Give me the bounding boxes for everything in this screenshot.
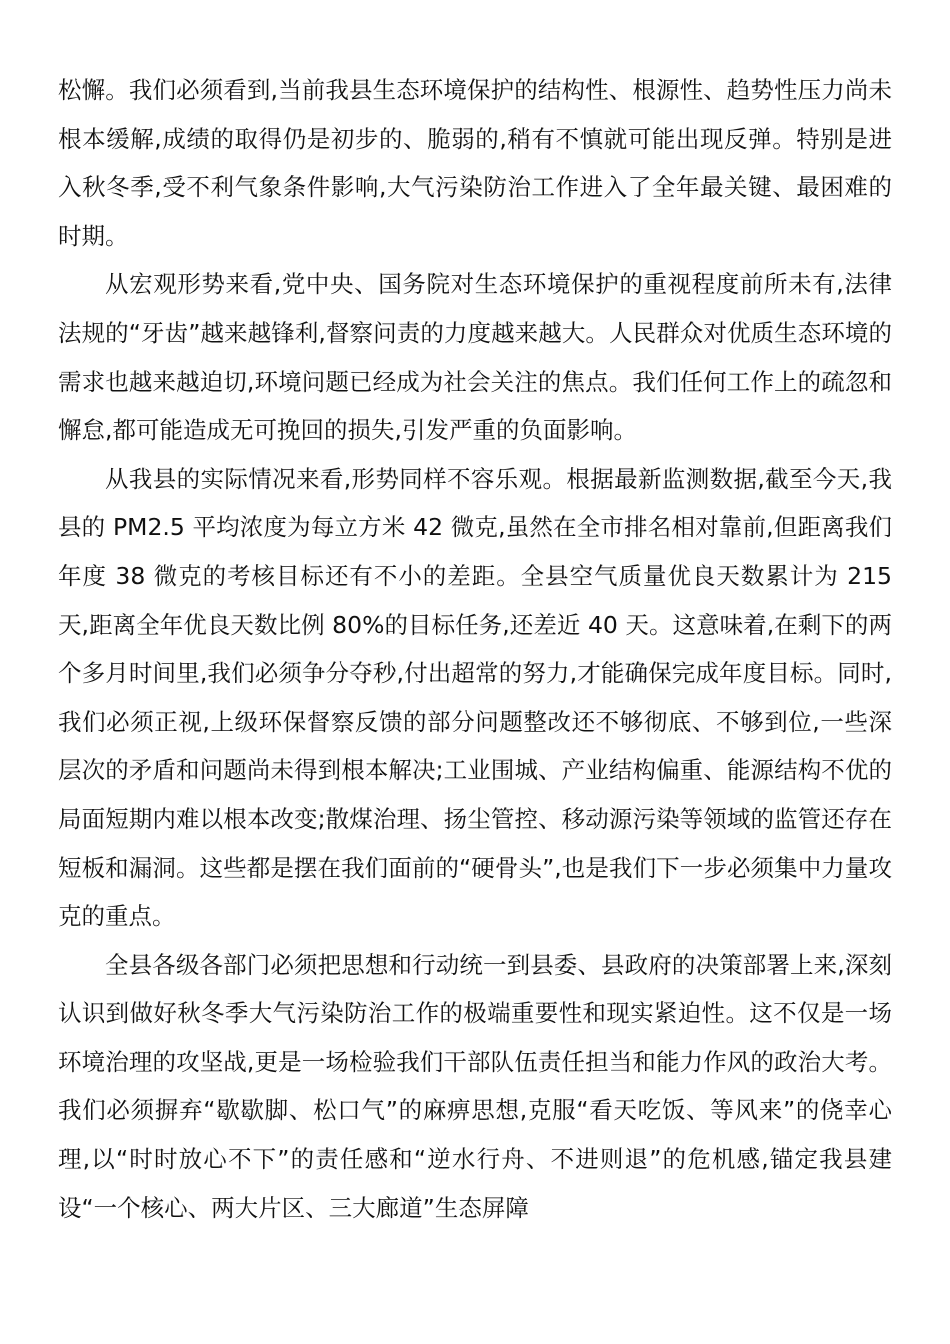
document-page	[58, 66, 892, 1232]
paragraph-2: 从宏观形势来看,党中央、国务院对生态环境保护的重视程度前所未有,法律法规的“牙齿”越来越锋利,督察问责的力度越来越大。人民群众对优质生态环境的需求也越来越迫切,环境问题已经成为社会关注的焦点。我们任何工作上的疏忽和懈怠,都可能造成无可挽回的损失,引发严重的负面影响。	[58, 270, 892, 445]
paragraph-3: 从我县的实际情况来看,形势同样不容乐观。根据最新监测数据,截至今天,我县的 PM2.5 平均浓度为每立方米 42 微克,虽然在全市排名相对靠前,但距离我们年度 38 微克的考核目标还有不小的差距。全县空气质量优良天数累计为 215 天,距离全年优良天数比例 80%的目标任务,还差近 40 天。这意味着,在剩下的两个多月时间里,我们必须争分夺秒,付出超常的努力,才能确保完成年度目标。同时,我们必须正视,上级环保督察反馈的部分问题整改还不够彻底、不够到位,一些深层次的矛盾和问题尚未得到根本解决;工业围城、产业结构偏重、能源结构不优的局面短期内难以根本改变;散煤治理、扬尘管控、移动源污染等领域的监管还存在短板和漏洞。这些都是摆在我们面前的“硬骨头”,也是我们下一步必须集中力量攻克的重点。	[58, 464, 892, 931]
paragraph-1: 松懈。我们必须看到,当前我县生态环境保护的结构性、根源性、趋势性压力尚未根本缓解,成绩的取得仍是初步的、脆弱的,稍有不慎就可能出现反弹。特别是进入秋冬季,受不利气象条件影响,大气污染防治工作进入了全年最关键、最困难的时期。	[58, 76, 892, 250]
paragraph-4: 全县各级各部门必须把思想和行动统一到县委、县政府的决策部署上来,深刻认识到做好秋冬季大气污染防治工作的极端重要性和现实紧迫性。这不仅是一场环境治理的攻坚战,更是一场检验我们干部队伍责任担当和能力作风的政治大考。我们必须摒弃“歇歇脚、松口气”的麻痹思想,克服“看天吃饭、等风来”的侥幸心理,以“时时放心不下”的责任感和“逆水行舟、不进则退”的危机感,锚定我县建设“一个核心、两大片区、三大廊道”生态屏障	[58, 950, 892, 1222]
